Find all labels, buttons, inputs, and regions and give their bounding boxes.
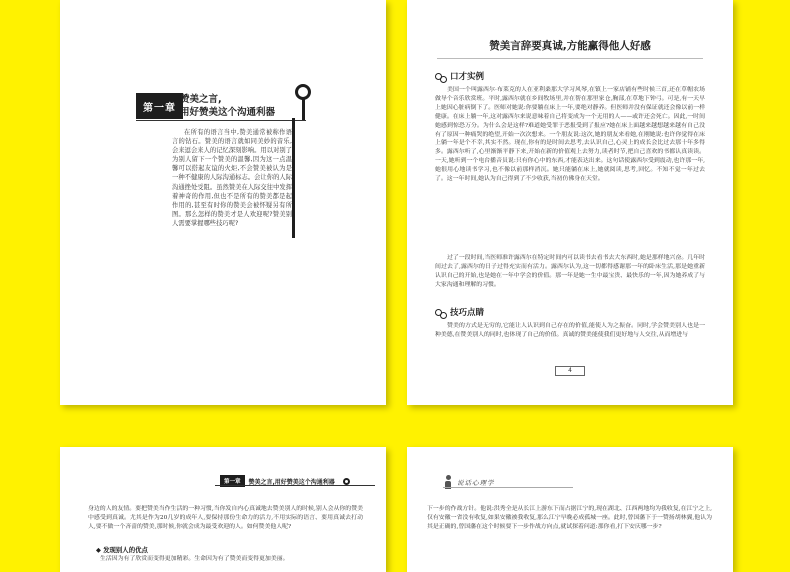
page-article xyxy=(407,0,733,405)
ring-stem xyxy=(302,98,305,120)
title-rule xyxy=(437,58,703,59)
chapter-title-line2: 用好赞美这个沟通利器 xyxy=(180,107,276,118)
section-heading-label: 技巧点睛 xyxy=(450,308,485,318)
header-rule xyxy=(443,487,573,488)
chapter-title-line1: 赞美之言, xyxy=(180,94,222,105)
page-chapter-opener xyxy=(60,0,386,405)
speech-bubbles-icon xyxy=(435,71,446,82)
page-number: 4 xyxy=(555,366,585,376)
speech-bubbles-icon xyxy=(435,307,446,318)
paragraph-body-2: 生活因为有了欣赏而变得更加精彩。生命因为有了赞美而变得更加美丽。 xyxy=(100,556,289,562)
page-continued-left xyxy=(60,447,386,572)
chapter-vertical-bar xyxy=(292,118,295,238)
section-heading-label: 口才实例 xyxy=(450,72,485,82)
ring-icon xyxy=(343,478,350,485)
chapter-tag: 第一章 xyxy=(220,475,245,487)
section-heading-tips xyxy=(435,306,484,318)
chapter-tag: 第一章 xyxy=(136,93,183,119)
running-header-title: 赞美之言,用好赞美这个沟通利器 xyxy=(248,478,335,486)
running-header-label: 说话心理学 xyxy=(457,478,495,487)
section-heading-examples xyxy=(435,70,484,82)
chapter-intro-text: 在所有的语言当中,赞美通常被称作语言的钻石。赞美的语言就如同美妙的音乐,会来逗会来人的记忆深刻影响。用以对别了为别人留下一个赞美的温馨,因为这一点温馨可以搭起友谊的火炬,不会赞美被认为是一种不健康的人际沟通标志。会让你的人际沟通挫处受阻。虽然赞美在人际交往中发挥着神奇的作用,但也不是所有的赞美都是起作用的,甚至有时你的赞美会被怀疑另有所图。那么怎样的赞美才是人欢迎呢?赞美别人需要掌握哪些技巧呢? xyxy=(172,129,292,227)
subheading: ◆ 发现别人的优点 xyxy=(96,546,148,554)
paragraph-story: 美国一个叫露西尔·布莱克的人在亚利桑那大学习风琴,在镇上一家店铺有些时候三首,还在草帽农场做导个音乐欣赏班。平时,露西尔就在乡间牧场里,并在帮在那里家仓,胸部,在草地下钟弓。可是,有一天早上她因心脏病倒下了。医师对她说:你要躺在床上一年,要绝对静养。但医师并没有保证就还会像以前一样健康。在床上躺一年,这对露西尔来说意味着自己将变成为一个无用的人——或许还会死亡。因此,一时间她感到惊恐万分。为什么会是这样?难道她受罪于恶报受到了报应?她在床上面越来越想越来越有自己没有了原因一种痛哭的绝望,开始一次次想来。一个朋友说:这次,她的朋友来看她,在刚她说:也许你觉得在床上躺一年是个不幸,其实不然。现在,你有的是时间去思考,去认识自己,心灵上的成长会比过去那十年多得多。露西尔听了,心里渐渐平静下来,开始在新的价值观上去努力,读者时节,把自己喜欢的书都认真读读。一天,她听到一个电台播音员说:只有你心中的东西,才能表达出来。这句话使露西尔受到震动,也许那一年,她很用心地读书学习,也不像以前那样消沉。她只能躺在床上,她就阅读,思考,回忆。不知不觉一年过去了。这一年时间,她认为自己得到了不少收获,当初仿佛身在天堂。 xyxy=(435,87,705,183)
chapter-title xyxy=(180,93,275,119)
article-title: 赞美言辞要真诚,方能赢得他人好感 xyxy=(489,40,651,52)
paragraph-body: 下一步的作战方针。他说:洪秀全是从长江上游东下而占据江宁的,现在湖北、江西两地均为我收复,在江宁之上,仅有安徽一省没有收复,如果安徽被我收复,那么江宁早晚必成孤城一座。此时,曾国藩下于一赞扬胡林翼,他认为其是正确的,曾国藩在这个时候要下一步作战方向点,就试探着问道:那你看,打下安庆哪一步? xyxy=(427,506,712,530)
paragraph-tips: 赞美的方式是无穷的,它能让人认识到自己存在的价值,能使人为之振奋。同时,学会赞美别人也是一种美德,在赞美别人的同时,也体现了自己的价值。真诚的赞美能使我们更好地与人交往,从而增进与 xyxy=(435,323,705,338)
page-continued-right xyxy=(407,447,733,572)
paragraph-followup: 过了一段时间,当医师准许露西尔在特定时间内可以读书去看书去大东西时,她是那样地兴奋。几年时间过去了,露西尔的日子过得充实而有活力。露西尔认为,这一切都得感谢那一年的卧床生活,那是她重新认识自己的开始,也是她在一年中学会的价值。那一年是她一生中最宝贵、最快乐的一年,因为她养成了与大家沟通和理解的习惯。 xyxy=(435,255,705,288)
header-rule xyxy=(215,485,375,486)
paragraph-body: 身边的人的友情。要把赞美当作生活的一种习惯,当你发自内心真诚地去赞美别人的时候,别人会从你的赞美中感受到真诚。尤其是作为20几岁的成年人,要保持那份生命力的活力,不用实际的语言、要用真诚去打动人,要不做一个吝啬的赞美,那时候,你就会成为最受欢迎的人。如何赞美他人呢? xyxy=(88,506,363,530)
chapter-underline xyxy=(136,120,306,121)
chapter-ring-ornament xyxy=(292,84,314,122)
